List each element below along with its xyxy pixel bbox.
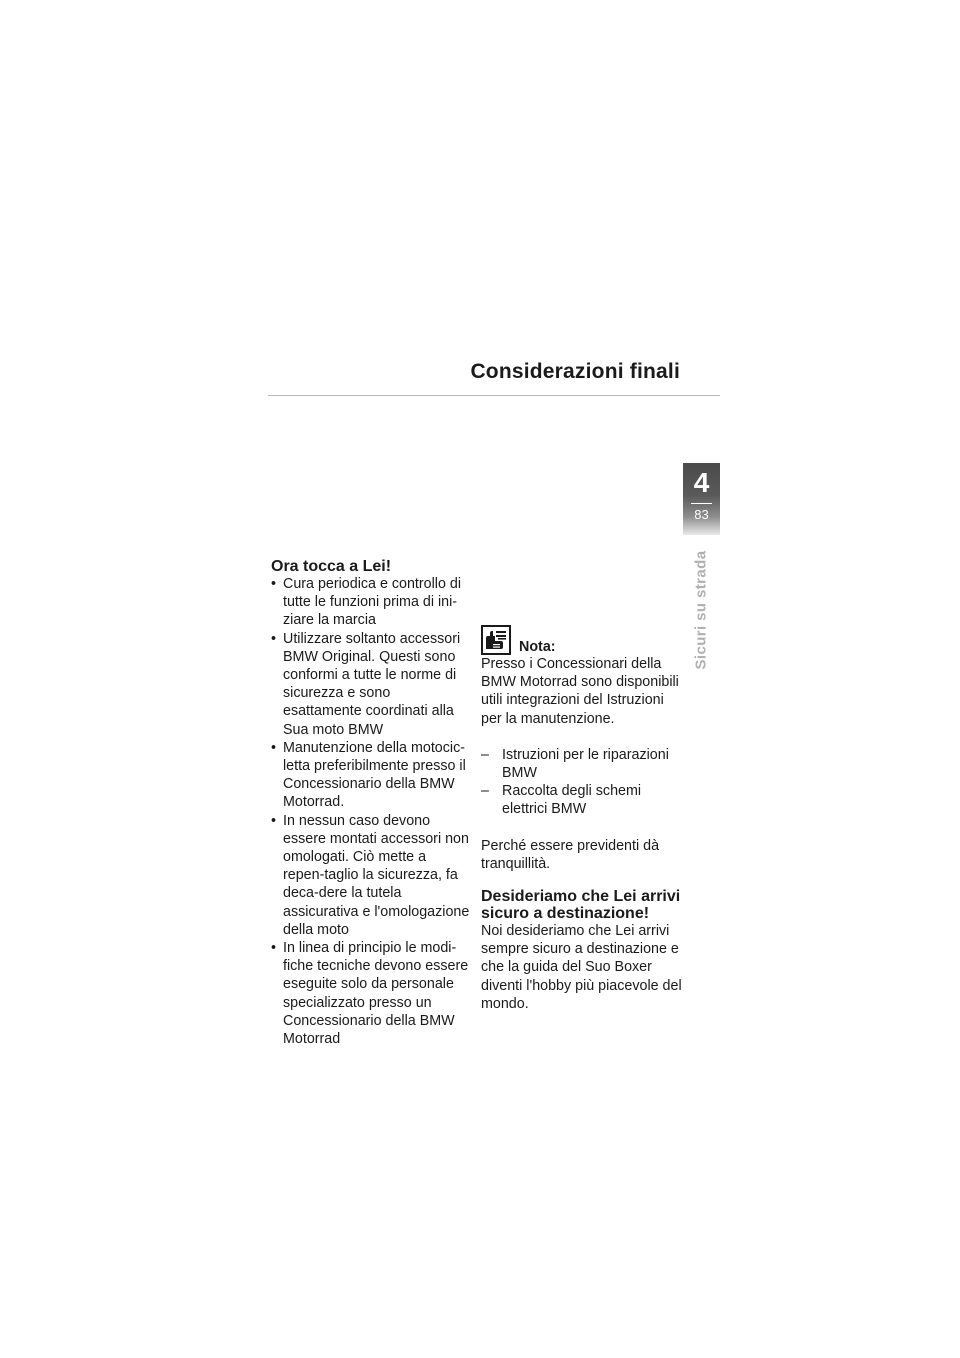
list-item: – Istruzioni per le riparazioni BMW: [481, 746, 686, 782]
page-number: 83: [694, 507, 709, 522]
checklist: [271, 575, 471, 1048]
resource-list: [481, 746, 686, 819]
note-label: Nota:: [519, 639, 556, 655]
note-header: [481, 625, 686, 655]
list-item: • Manutenzione della motocic-letta preferibilmente presso il Concessionario della BMW Motorrad.: [271, 739, 471, 812]
list-item: – Raccolta degli schemi elettrici BMW: [481, 782, 686, 818]
final-text: Noi desideriamo che Lei arrivi sempre sicuro a destinazione e che la guida del Suo Boxer diventi l'hobby più piacevole del mondo.: [481, 923, 682, 1012]
right-column: [481, 625, 686, 1013]
chapter-tab: [683, 463, 720, 535]
page-title: Considerazioni finali: [470, 360, 680, 383]
header-rule: [268, 395, 720, 396]
closing-text: Perché essere previdenti dà tranquillità.: [481, 837, 660, 872]
note-hand-icon: [481, 625, 511, 655]
chapter-number: 4: [693, 467, 710, 498]
list-item: • In linea di principio le modi-fiche tecniche devono essere eseguite solo da personale specializzato presso un Concessionario della BMW Motorrad: [271, 939, 471, 1048]
chapter-divider: [691, 503, 712, 504]
section-heading: Ora tocca a Lei!: [271, 558, 392, 575]
list-item: • In nessun caso devono essere montati accessori non omologati. Ciò mette a repen-taglio la sicurezza, fa deca-dere la tutela assicurativa e l'omologazione della moto: [271, 812, 471, 939]
list-item: • Cura periodica e controllo di tutte le funzioni prima di ini-ziare la marcia: [271, 575, 471, 630]
section-heading-2: Desideriamo che Lei arrivi sicuro a destinazione!: [481, 888, 681, 923]
left-column: [271, 558, 471, 1048]
list-item: • Utilizzare soltanto accessori BMW Original. Questi sono conformi a tutte le norme di sicurezza e sono esattamente coordinati alla Sua moto BMW: [271, 630, 471, 739]
note-text: Presso i Concessionari della BMW Motorrad sono disponibili utili integrazioni del Istruzioni per la manutenzione.: [481, 656, 679, 727]
section-label: Sicuri su strada: [692, 550, 710, 670]
